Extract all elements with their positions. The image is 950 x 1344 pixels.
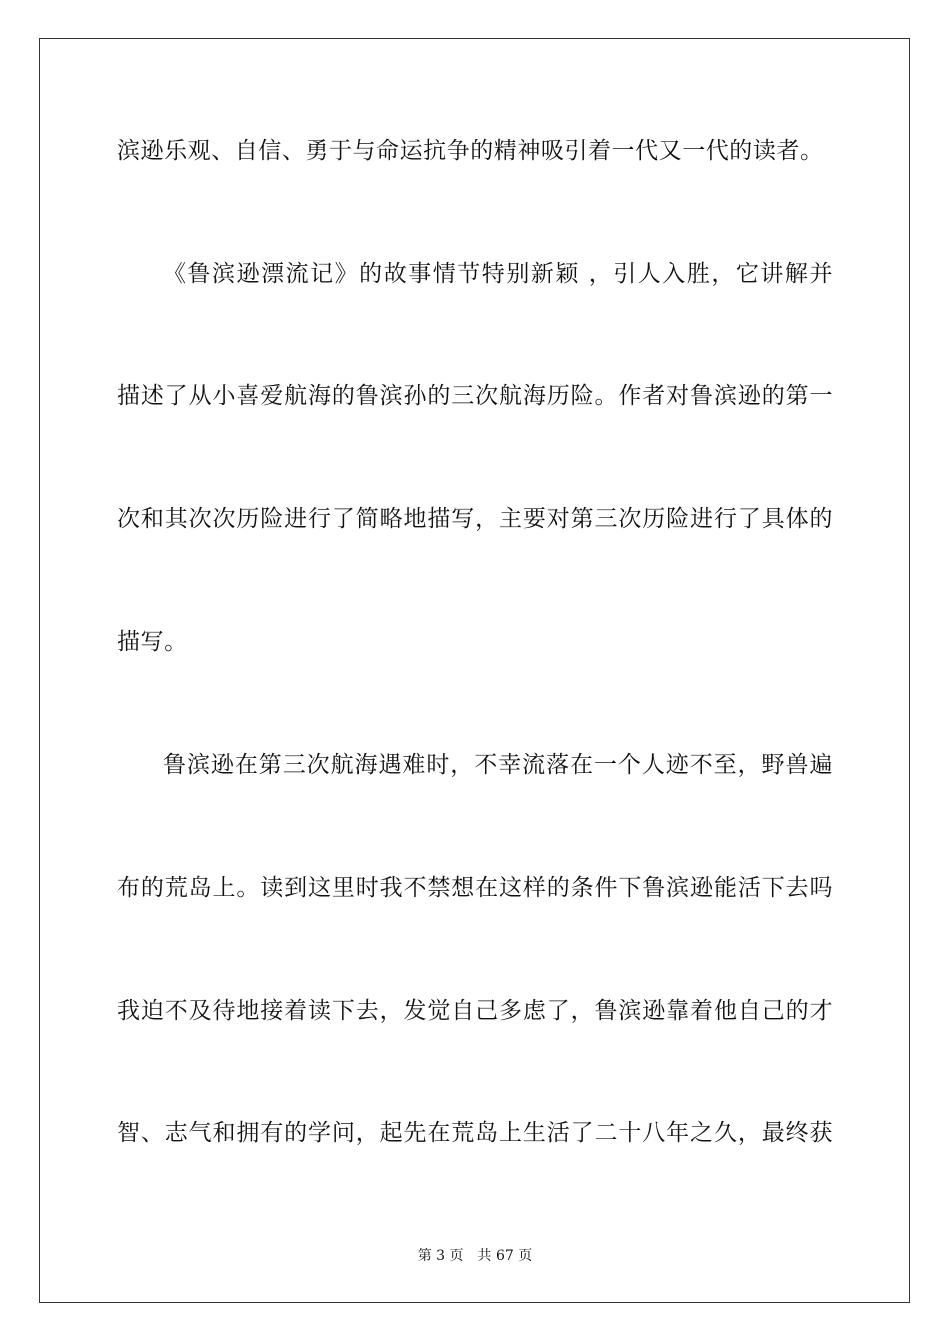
page-footer xyxy=(0,1246,950,1266)
page-number: 第 3 页 xyxy=(417,1248,464,1264)
text-line-2: 《鲁滨逊漂流记》的故事情节特别新颖 ，引人入胜，它讲解并 xyxy=(163,261,833,287)
text-line-5: 描写。 xyxy=(117,629,188,655)
text-line-8: 我迫不及待地接着读下去，发觉自己多虑了，鲁滨逊靠着他自己的才 xyxy=(117,998,833,1024)
text-line-6: 鲁滨逊在第三次航海遇难时，不幸流落在一个人迹不至，野兽遍 xyxy=(163,752,833,778)
text-line-1: 滨逊乐观、自信、勇于与命运抗争的精神吸引着一代又一代的读者。 xyxy=(117,138,824,164)
text-line-7: 布的荒岛上。读到这里时我不禁想在这样的条件下鲁滨逊能活下去吗 xyxy=(117,875,833,901)
text-line-9: 智、志气和拥有的学问，起先在荒岛上生活了二十八年之久，最终获 xyxy=(117,1120,833,1146)
text-line-4: 次和其次次历险进行了简略地描写，主要对第三次历险进行了具体的 xyxy=(117,506,833,532)
text-line-3: 描述了从小喜爱航海的鲁滨孙的三次航海历险。作者对鲁滨逊的第一 xyxy=(117,383,833,409)
page-border xyxy=(39,38,910,1303)
page-total: 共 67 页 xyxy=(477,1248,533,1264)
